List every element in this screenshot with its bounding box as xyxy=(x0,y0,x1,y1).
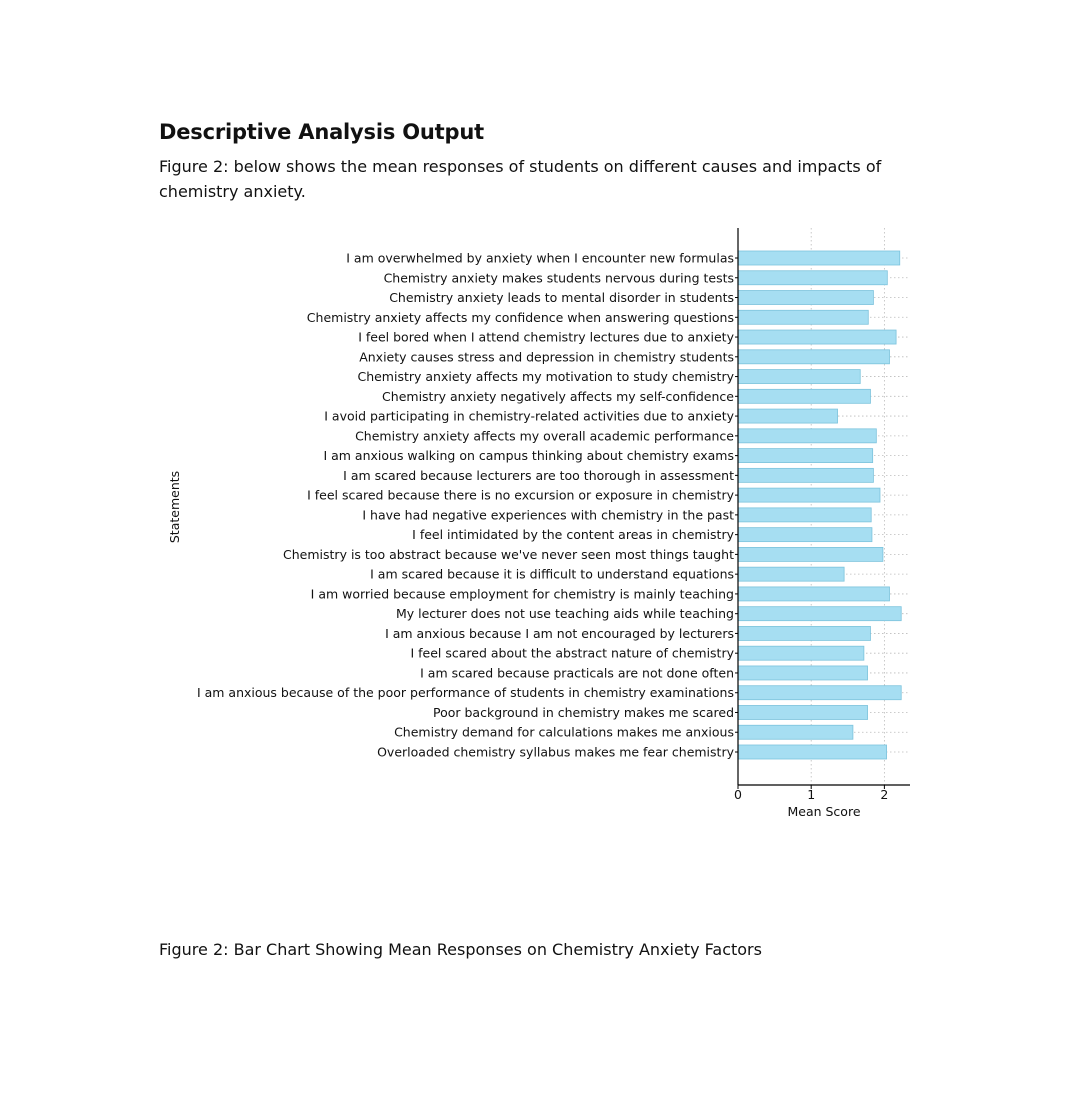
category-label: Overloaded chemistry syllabus makes me fear chemistry xyxy=(377,744,734,760)
bar xyxy=(738,389,870,403)
category-label: I avoid participating in chemistry-related activities due to anxiety xyxy=(324,408,734,424)
bar xyxy=(738,409,838,423)
y-axis-title: Statements xyxy=(167,470,182,544)
category-label: Chemistry anxiety affects my overall academic performance xyxy=(355,428,734,444)
category-label: I am overwhelmed by anxiety when I encounter new formulas xyxy=(346,250,734,266)
bar xyxy=(738,567,844,581)
category-label: I am anxious walking on campus thinking about chemistry exams xyxy=(323,448,734,464)
bar xyxy=(738,725,853,739)
bar xyxy=(738,488,880,502)
bar xyxy=(738,646,864,660)
x-tick-label: 2 xyxy=(880,787,889,802)
figure-caption: Figure 2: Bar Chart Showing Mean Responses on Chemistry Anxiety Factors xyxy=(159,940,762,959)
bar xyxy=(738,330,896,344)
category-label: Poor background in chemistry makes me scared xyxy=(432,704,734,720)
category-label: Chemistry anxiety makes students nervous during tests xyxy=(383,270,734,286)
category-label: I am scared because lecturers are too thorough in assessment xyxy=(343,467,734,483)
category-label: I feel bored when I attend chemistry lectures due to anxiety xyxy=(358,329,734,345)
category-label: Chemistry is too abstract because we've never seen most things taught xyxy=(283,546,734,562)
bar xyxy=(738,350,890,364)
x-axis-title: Mean Score xyxy=(787,804,861,819)
category-label: I am anxious because I am not encouraged by lecturers xyxy=(385,625,734,641)
category-label: I feel intimidated by the content areas in chemistry xyxy=(412,527,734,543)
category-label: Chemistry demand for calculations makes me anxious xyxy=(394,724,734,740)
bar xyxy=(738,271,887,285)
category-label: Anxiety causes stress and depression in chemistry students xyxy=(359,349,734,365)
x-tick-label: 1 xyxy=(807,787,816,802)
category-label: I am anxious because of the poor performance of students in chemistry examinations xyxy=(196,685,734,701)
section-heading: Descriptive Analysis Output xyxy=(159,120,484,144)
category-label: I am scared because it is difficult to understand equations xyxy=(370,566,734,582)
category-label: My lecturer does not use teaching aids while teaching xyxy=(395,606,734,622)
bar xyxy=(738,468,873,482)
bar xyxy=(738,449,873,463)
bar xyxy=(738,310,868,324)
bar xyxy=(738,666,868,680)
bar xyxy=(738,508,871,522)
category-label: I am scared because practicals are not done often xyxy=(420,665,734,681)
bar xyxy=(738,705,868,719)
bar xyxy=(738,291,873,305)
bar xyxy=(738,429,876,443)
category-label: I am worried because employment for chemistry is mainly teaching xyxy=(310,586,734,602)
bar xyxy=(738,626,870,640)
x-tick-label: 0 xyxy=(734,787,742,802)
bar xyxy=(738,587,890,601)
intro-paragraph: Figure 2: below shows the mean responses of students on different causes and impacts of chemistry anxiety. xyxy=(159,157,882,201)
category-label: Chemistry anxiety affects my confidence when answering questions xyxy=(306,309,734,325)
bar xyxy=(738,547,883,561)
category-labels xyxy=(197,251,735,760)
category-label: Chemistry anxiety negatively affects my self-confidence xyxy=(382,388,734,404)
bar xyxy=(738,686,901,700)
bar-layer xyxy=(738,251,901,759)
bar xyxy=(738,370,860,384)
category-label: I feel scared about the abstract nature of chemistry xyxy=(410,645,734,661)
bar xyxy=(738,251,900,265)
bar xyxy=(738,745,887,759)
category-label: I have had negative experiences with chemistry in the past xyxy=(362,507,734,523)
category-label: I feel scared because there is no excursion or exposure in chemistry xyxy=(307,487,734,503)
category-label: Chemistry anxiety leads to mental disorder in students xyxy=(389,290,734,306)
bar xyxy=(738,528,872,542)
category-label: Chemistry anxiety affects my motivation to study chemistry xyxy=(357,369,734,385)
bar xyxy=(738,607,901,621)
